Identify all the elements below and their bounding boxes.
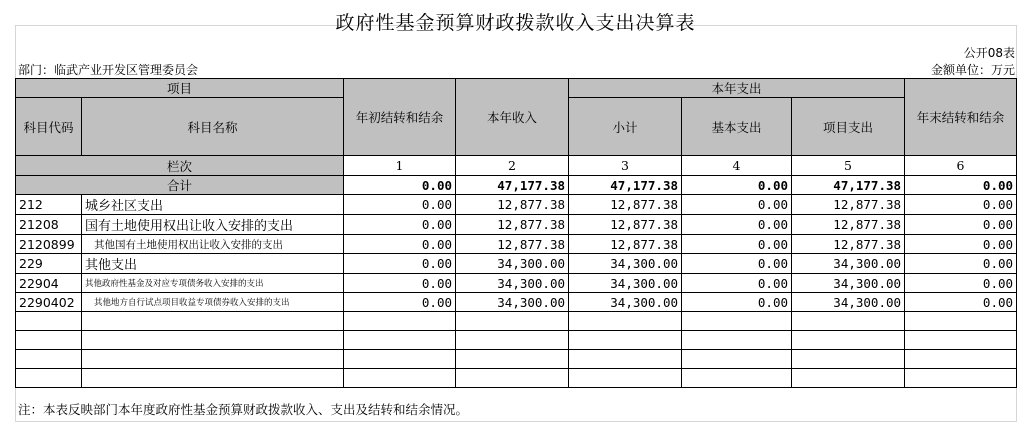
value-cell: 0.00 bbox=[905, 195, 1017, 215]
column-index: 6 bbox=[905, 156, 1017, 176]
subject-code: 212 bbox=[16, 195, 82, 215]
total-cell: 0.00 bbox=[344, 176, 456, 195]
value-cell: 12,877.38 bbox=[792, 195, 905, 215]
total-row bbox=[16, 176, 1017, 195]
value-cell: 0.00 bbox=[344, 195, 456, 215]
value-cell: 34,300.00 bbox=[569, 293, 682, 312]
budget-table bbox=[15, 78, 1017, 388]
table-row bbox=[16, 195, 1017, 215]
value-cell: 34,300.00 bbox=[569, 274, 682, 293]
value-cell: 34,300.00 bbox=[456, 254, 569, 274]
empty-row bbox=[16, 312, 1017, 331]
subject-name: 其他国有土地使用权出让收入安排的支出 bbox=[82, 235, 344, 254]
subject-code: 229 bbox=[16, 254, 82, 274]
value-cell: 0.00 bbox=[905, 215, 1017, 235]
header-expenditure: 本年支出 bbox=[569, 79, 905, 98]
subject-name: 其他政府性基金及对应专项债务收入安排的支出 bbox=[82, 274, 344, 293]
header-project-exp: 项目支出 bbox=[792, 98, 905, 156]
unit-label: 金额单位：万元 bbox=[930, 63, 1015, 77]
empty-row bbox=[16, 331, 1017, 350]
table-row bbox=[16, 235, 1017, 254]
value-cell: 0.00 bbox=[905, 235, 1017, 254]
value-cell: 34,300.00 bbox=[569, 254, 682, 274]
header-subject-name: 科目名称 bbox=[82, 98, 344, 156]
value-cell: 0.00 bbox=[905, 254, 1017, 274]
empty-row bbox=[16, 350, 1017, 369]
header-end-balance: 年末结转和结余 bbox=[905, 79, 1017, 156]
value-cell: 12,877.38 bbox=[569, 215, 682, 235]
column-index: 1 bbox=[344, 156, 456, 176]
value-cell: 34,300.00 bbox=[456, 293, 569, 312]
value-cell: 12,877.38 bbox=[456, 235, 569, 254]
subject-code: 2290402 bbox=[16, 293, 82, 312]
column-no-label: 栏次 bbox=[16, 156, 344, 176]
column-index: 5 bbox=[792, 156, 905, 176]
value-cell: 12,877.38 bbox=[569, 235, 682, 254]
table-row bbox=[16, 293, 1017, 312]
value-cell: 34,300.00 bbox=[792, 293, 905, 312]
header-income: 本年收入 bbox=[456, 79, 569, 156]
value-cell: 0.00 bbox=[905, 274, 1017, 293]
value-cell: 0.00 bbox=[682, 215, 792, 235]
table-row bbox=[16, 215, 1017, 235]
department-label: 部门：临武产业开发区管理委员会 bbox=[18, 63, 199, 77]
header-subtotal: 小计 bbox=[569, 98, 682, 156]
value-cell: 0.00 bbox=[682, 235, 792, 254]
value-cell: 34,300.00 bbox=[456, 274, 569, 293]
value-cell: 0.00 bbox=[682, 254, 792, 274]
total-cell: 0.00 bbox=[905, 176, 1017, 195]
value-cell: 12,877.38 bbox=[792, 215, 905, 235]
header-project: 项目 bbox=[16, 79, 344, 98]
total-cell: 47,177.38 bbox=[792, 176, 905, 195]
value-cell: 34,300.00 bbox=[792, 274, 905, 293]
value-cell: 12,877.38 bbox=[456, 215, 569, 235]
subject-name: 其他支出 bbox=[82, 254, 344, 274]
header-subject-code: 科目代码 bbox=[16, 98, 82, 156]
subject-code: 2120899 bbox=[16, 235, 82, 254]
value-cell: 12,877.38 bbox=[792, 235, 905, 254]
value-cell: 0.00 bbox=[344, 235, 456, 254]
footnote: 注：本表反映部门本年度政府性基金预算财政拨款收入、支出及结转和结余情况。 bbox=[18, 402, 469, 417]
total-cell: 0.00 bbox=[682, 176, 792, 195]
table-row bbox=[16, 254, 1017, 274]
header-begin-balance: 年初结转和结余 bbox=[344, 79, 456, 156]
value-cell: 12,877.38 bbox=[569, 195, 682, 215]
subject-name: 城乡社区支出 bbox=[82, 195, 344, 215]
table-row bbox=[16, 274, 1017, 293]
column-index: 2 bbox=[456, 156, 569, 176]
total-label: 合计 bbox=[16, 176, 344, 195]
subject-name: 国有土地使用权出让收入安排的支出 bbox=[82, 215, 344, 235]
column-index: 3 bbox=[569, 156, 682, 176]
header-basic: 基本支出 bbox=[682, 98, 792, 156]
subject-code: 22904 bbox=[16, 274, 82, 293]
value-cell: 12,877.38 bbox=[456, 195, 569, 215]
report-title: 政府性基金预算财政拨款收入支出决算表 bbox=[335, 12, 696, 34]
value-cell: 34,300.00 bbox=[792, 254, 905, 274]
column-index: 4 bbox=[682, 156, 792, 176]
total-cell: 47,177.38 bbox=[456, 176, 569, 195]
value-cell: 0.00 bbox=[682, 274, 792, 293]
form-code: 公开08表 bbox=[963, 46, 1015, 60]
value-cell: 0.00 bbox=[682, 293, 792, 312]
subject-name: 其他地方自行试点项目收益专项债券收入安排的支出 bbox=[82, 293, 344, 312]
value-cell: 0.00 bbox=[905, 293, 1017, 312]
empty-row bbox=[16, 369, 1017, 388]
value-cell: 0.00 bbox=[344, 254, 456, 274]
value-cell: 0.00 bbox=[344, 215, 456, 235]
subject-code: 21208 bbox=[16, 215, 82, 235]
total-cell: 47,177.38 bbox=[569, 176, 682, 195]
value-cell: 0.00 bbox=[344, 274, 456, 293]
value-cell: 0.00 bbox=[344, 293, 456, 312]
value-cell: 0.00 bbox=[682, 195, 792, 215]
